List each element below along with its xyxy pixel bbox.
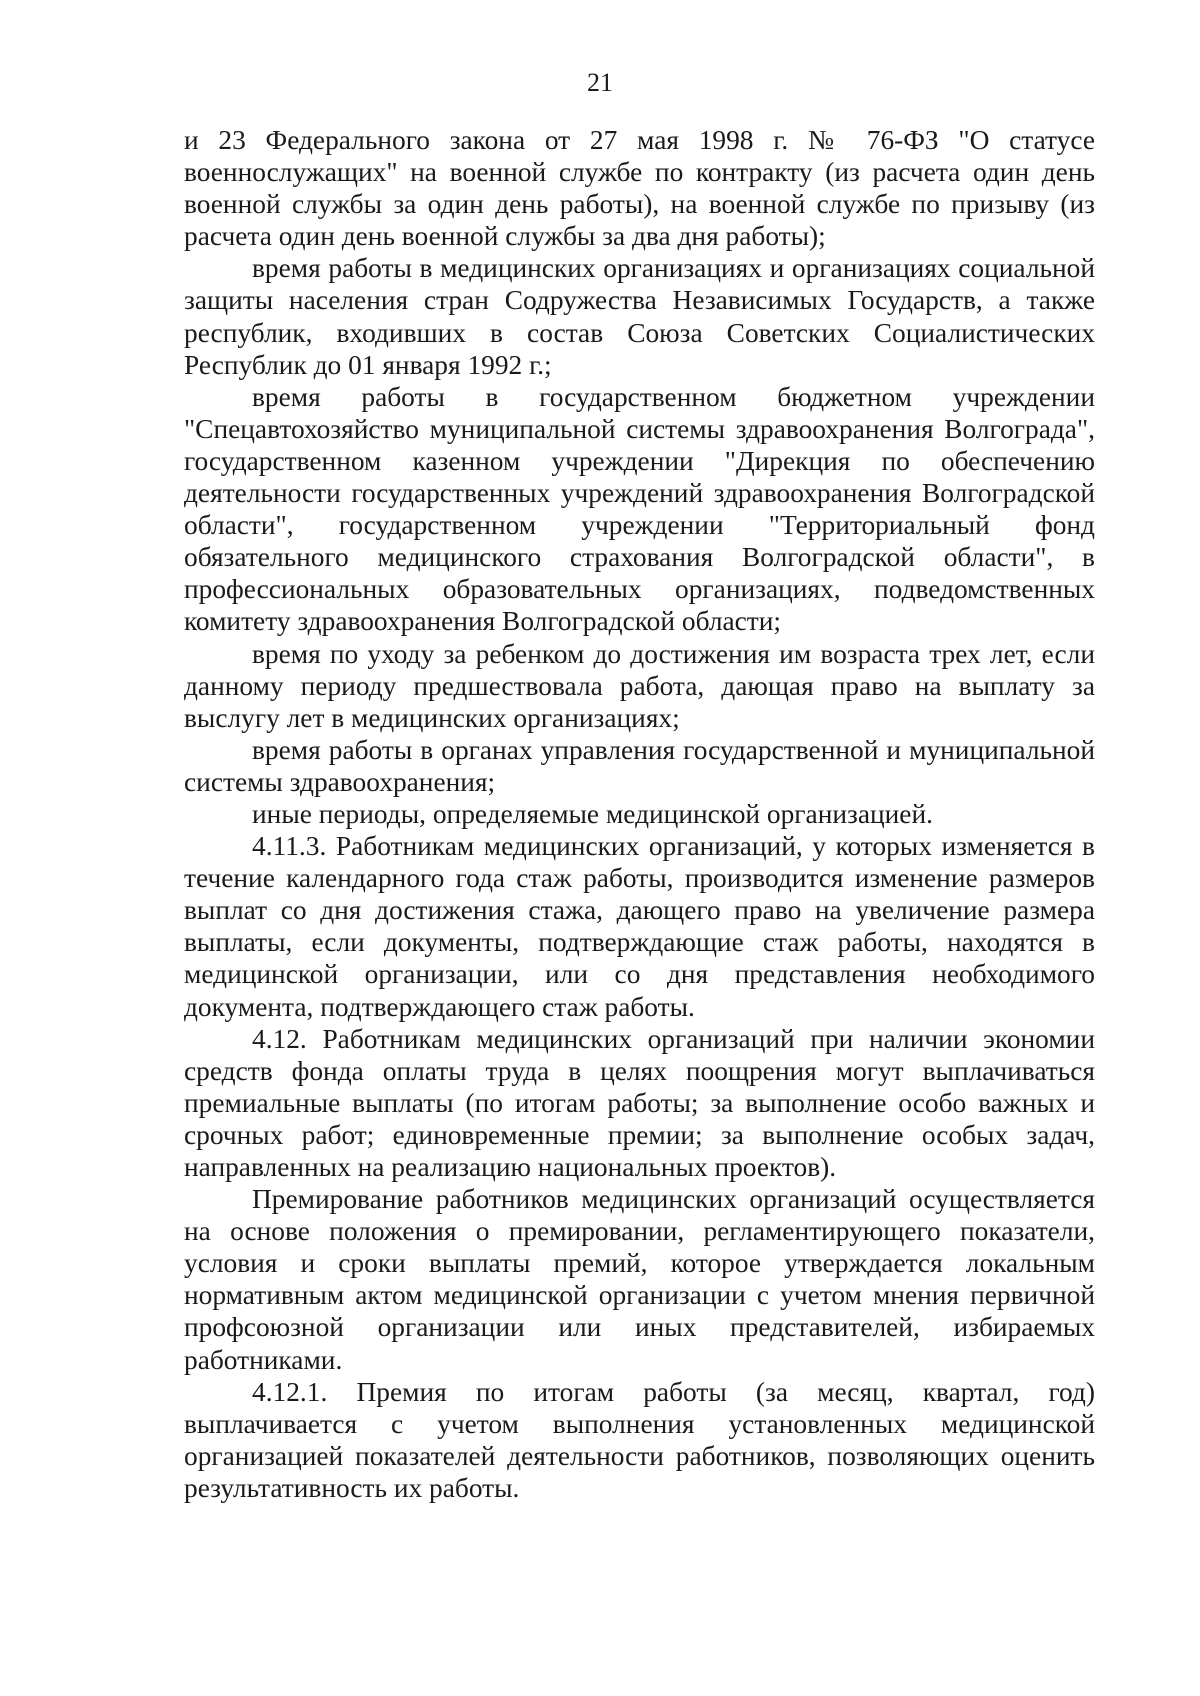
paragraph-bonus-regulation: Премирование работников медицинских организаций осуществляется на основе положения о премировании, регламентирующего показатели, условия и сроки выплаты премий, которое утверждается локальным нормативным актом медицинской организации с учетом мнения первичной профсоюзной организации или иных представителей, избираемых работниками.: [184, 1184, 1095, 1375]
document-body: [184, 124, 1095, 1504]
paragraph-4-12: 4.12. Работникам медицинских организаций при наличии экономии средств фонда оплаты труда в целях поощрения могут выплачиваться премиальные выплаты (по итогам работы; за выполнение особо важных и срочных работ; единовременные премии; за выполнение особых задач, направленных на реализацию национальных проектов).: [184, 1023, 1095, 1182]
paragraph-childcare-period: время по уходу за ребенком до достижения им возраста трех лет, если данному периоду предшествовала работа, дающая право на выплату за выслугу лет в медицинских организациях;: [184, 638, 1095, 733]
paragraph-governing-bodies: время работы в органах управления государственной и муниципальной системы здравоохранения;: [184, 734, 1095, 797]
paragraph-state-institutions: время работы в государственном бюджетном учреждении "Спецавтохозяйство муниципальной системы здравоохранения Волгограда", государственном казенном учреждении "Дирекция по обеспечению деятельности государственных учреждений здравоохранения Волгоградской области", государственном учреждении "Территориальный фонд обязательного медицинского страхования Волгоградской области", в профессиональных образовательных организациях, подведомственных комитету здравоохранения Волгоградской области;: [184, 381, 1095, 637]
page-number: 21: [587, 68, 613, 97]
paragraph-4-11-3: 4.11.3. Работникам медицинских организаций, у которых изменяется в течение календарного года стаж работы, производится изменение размеров выплат со дня достижения стажа, дающего право на увеличение размера выплаты, если документы, подтверждающие стаж работы, находятся в медицинской организации, или со дня представления необходимого документа, подтверждающего стаж работы.: [184, 831, 1095, 1022]
paragraph-military-service: и 23 Федерального закона от 27 мая 1998 г. № 76-ФЗ "О статусе военнослужащих" на военной службе по контракту (из расчета один день военной службы за один день работы), на военной службе по призыву (из расчета один день военной службы за два дня работы);: [184, 125, 1095, 252]
paragraph-other-periods: иные периоды, определяемые медицинской организацией.: [252, 798, 933, 829]
paragraph-cis-organizations: время работы в медицинских организациях и организациях социальной защиты населения стран Содружества Независимых Государств, а также республик, входивших в состав Союза Советских Социалистических Республик до 01 января 1992 г.;: [184, 253, 1095, 380]
paragraph-4-12-1: 4.12.1. Премия по итогам работы (за месяц, квартал, год) выплачивается с учетом выполнения установленных медицинской организацией показателей деятельности работников, позволяющих оценить результативность их работы.: [184, 1376, 1095, 1503]
